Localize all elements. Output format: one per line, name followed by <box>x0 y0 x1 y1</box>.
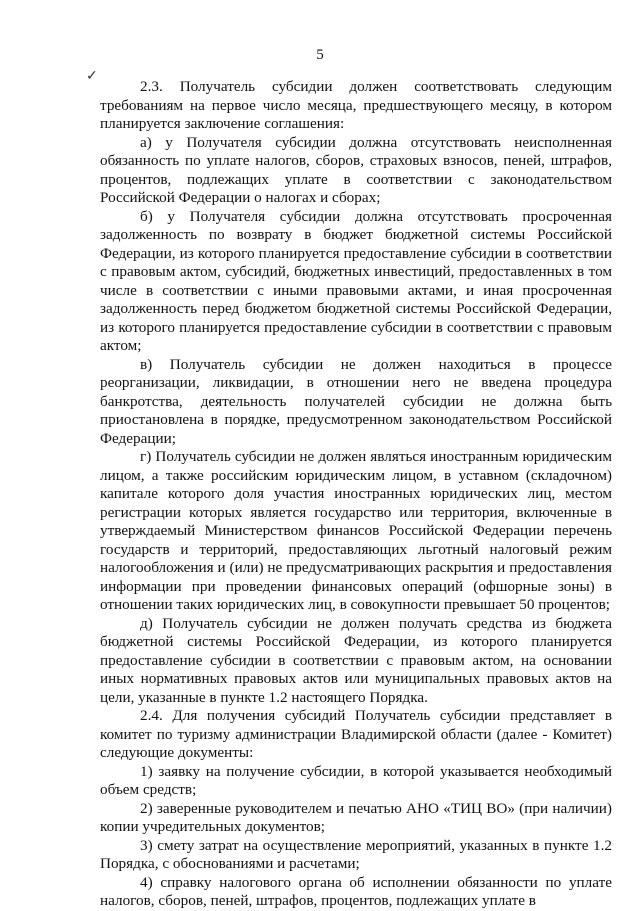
paragraph-2-3-d: д) Получатель субсидии не должен получать средства из бюджета бюджетной системы Российской Федерации, из которого планируется предоставление субсидии в соответствии с правовым актом, на основании иных нормативных правовых актов или муниципальных правовых актов на цели, указанные в пункте 1.2 настоящего Порядка. <box>100 614 612 706</box>
paragraph-2-3-v: в) Получатель субсидии не должен находиться в процессе реорганизации, ликвидации, в отношении него не введена процедура банкротства, деятельность получателей субсидии не должна быть приостановлена в порядке, предусмотренном законодательством Российской Федерации; <box>100 355 612 447</box>
page-number: 5 <box>316 47 324 63</box>
paragraph-2-3-b: б) у Получателя субсидии должна отсутствовать просроченная задолженность по возврату в бюджет бюджетной системы Российской Федерации, из которого планируется предоставление субсидии в соответствии с правовым актом, субсидий, бюджетных инвестиций, предоставленных в том числе в соответствии с иными правовыми актами, и иная просроченная задолженность перед бюджетом бюджетной системы Российской Федерации, из которого планируется предоставление субсидии в соответствии с правовым актом; <box>100 207 612 354</box>
list-item-1: 1) заявку на получение субсидии, в которой указывается необходимый объем средств; <box>100 762 612 798</box>
list-item-4: 4) справку налогового органа об исполнении обязанности по уплате налогов, сборов, пеней, штрафов, процентов, подлежащих уплате в <box>100 873 612 909</box>
paragraph-2-4: 2.4. Для получения субсидий Получатель субсидии представляет в комитет по туризму администрации Владимирской области (далее - Комитет) следующие документы: <box>100 707 612 761</box>
list-item-3: 3) смету затрат на осуществление мероприятий, указанных в пункте 1.2 Порядка, с обоснованиями и расчетами; <box>100 836 612 872</box>
paragraph-2-3-g: г) Получатель субсидии не должен являться иностранным юридическим лицом, а также российским юридическим лицом, в уставном (складочном) капитале которого доля участия иностранных юридических лиц, местом регистрации которых является государство или территория, включенные в утверждаемый Министерством финансов Российской Федерации перечень государств и территорий, предоставляющих льготный налоговый режим налогообложения и (или) не предусматривающих раскрытия и предоставления информации при проведении финансовых операций (офшорные зоны) в отношении таких юридических лиц, в совокупности превышает 50 процентов; <box>100 448 612 613</box>
paragraph-2-3: 2.3. Получатель субсидии должен соответствовать следующим требованиям на первое число месяца, предшествующего месяцу, в котором планируется заключение соглашения: <box>100 78 612 132</box>
margin-check-mark-icon: ✓ <box>86 69 98 84</box>
paragraph-2-3-a: а) у Получателя субсидии должна отсутствовать неисполненная обязанность по уплате налогов, сборов, страховых взносов, пеней, штрафов, процентов, подлежащих уплате в соответствии с законодательством Российской Федерации о налогах и сборах; <box>100 133 612 206</box>
document-body <box>100 78 612 911</box>
list-item-2: 2) заверенные руководителем и печатью АНО «ТИЦ ВО» (при наличии) копии учредительных документов; <box>100 799 612 835</box>
